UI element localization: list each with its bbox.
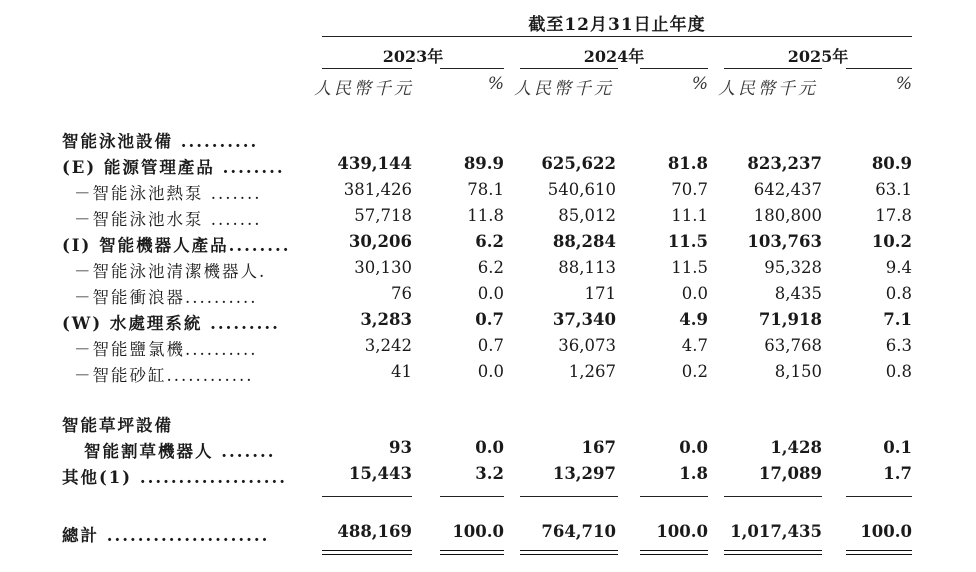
cell-2025-amount: 17,089 bbox=[758, 464, 822, 483]
cell-2023-pct: 100.0 bbox=[452, 522, 504, 541]
cell-2025-amount: 1,017,435 bbox=[730, 522, 822, 541]
cell-2023-amount: 15,443 bbox=[348, 464, 412, 483]
cell-2023-pct: 0.7 bbox=[475, 310, 504, 329]
table-row bbox=[0, 180, 976, 206]
cell-2023-amount: 57,718 bbox=[354, 206, 412, 225]
cell-2024-pct: 0.0 bbox=[679, 438, 708, 457]
total-top-rule bbox=[846, 496, 912, 497]
total-top-rule bbox=[440, 496, 504, 497]
cell-2025-amount: 642,437 bbox=[753, 180, 822, 199]
row-label: －智能衝浪器.......... bbox=[74, 288, 258, 307]
cell-2025-amount: 8,435 bbox=[774, 284, 822, 303]
row-label: (E) 能源管理產品 ........ bbox=[62, 158, 285, 177]
cell-2024-amount: 37,340 bbox=[552, 310, 616, 329]
cell-2023-amount: 30,206 bbox=[348, 232, 412, 251]
year-rule-2023-pct bbox=[440, 68, 504, 69]
cell-2024-pct: 0.2 bbox=[681, 362, 708, 381]
total-double-rule bbox=[520, 550, 618, 555]
cell-2024-amount: 88,284 bbox=[552, 232, 616, 251]
row-label: (I) 智能機器人產品........ bbox=[62, 236, 291, 255]
year-rule-2023 bbox=[322, 68, 412, 69]
table-row bbox=[0, 336, 976, 362]
cell-2025-amount: 103,763 bbox=[747, 232, 822, 251]
year-rule-2024 bbox=[520, 68, 618, 69]
period-header: 截至12月31日止年度 bbox=[528, 15, 706, 35]
pct-label-2023: % bbox=[487, 74, 504, 94]
total-double-rule bbox=[640, 550, 708, 555]
cell-2025-pct: 9.4 bbox=[885, 258, 912, 277]
cell-2025-amount: 823,237 bbox=[747, 154, 822, 173]
year-2023: 2023年 bbox=[382, 47, 444, 66]
cell-2025-pct: 80.9 bbox=[871, 154, 912, 173]
row-label: －智能泳池水泵 ....... bbox=[74, 210, 262, 229]
cell-2024-pct: 11.5 bbox=[671, 258, 708, 277]
cell-2025-pct: 0.8 bbox=[885, 284, 912, 303]
cell-2023-pct: 0.0 bbox=[477, 362, 504, 381]
table-row bbox=[0, 154, 976, 180]
cell-2025-pct: 7.1 bbox=[883, 310, 912, 329]
cell-2024-amount: 764,710 bbox=[541, 522, 616, 541]
cell-2024-amount: 167 bbox=[581, 438, 616, 457]
cell-2024-amount: 36,073 bbox=[558, 336, 616, 355]
cell-2024-amount: 540,610 bbox=[547, 180, 616, 199]
row-label: －智能砂缸............ bbox=[74, 366, 254, 385]
row-label: 智能割草機器人 ....... bbox=[84, 442, 276, 461]
cell-2024-pct: 4.7 bbox=[681, 336, 708, 355]
cell-2023-pct: 3.2 bbox=[475, 464, 504, 483]
cell-2025-pct: 0.1 bbox=[883, 438, 912, 457]
cell-2024-pct: 11.5 bbox=[667, 232, 708, 251]
table-row bbox=[0, 438, 976, 464]
total-double-rule bbox=[846, 550, 912, 555]
cell-2025-pct: 100.0 bbox=[860, 522, 912, 541]
table-row bbox=[0, 206, 976, 232]
table-row bbox=[0, 412, 976, 438]
table-row bbox=[0, 128, 976, 154]
cell-2023-amount: 488,169 bbox=[337, 522, 412, 541]
cell-2024-pct: 70.7 bbox=[671, 180, 708, 199]
cell-2024-amount: 88,113 bbox=[558, 258, 616, 277]
table-row-total bbox=[0, 522, 976, 548]
row-label: －智能泳池清潔機器人. bbox=[74, 262, 267, 281]
cell-2024-pct: 81.8 bbox=[667, 154, 708, 173]
cell-2023-amount: 93 bbox=[389, 438, 412, 457]
cell-2025-pct: 6.3 bbox=[885, 336, 912, 355]
cell-2025-amount: 180,800 bbox=[753, 206, 822, 225]
cell-2025-amount: 8,150 bbox=[774, 362, 822, 381]
unit-label-2025: 人民幣千元 bbox=[718, 79, 818, 99]
cell-2025-amount: 95,328 bbox=[764, 258, 822, 277]
cell-2024-pct: 100.0 bbox=[656, 522, 708, 541]
total-top-rule bbox=[322, 496, 412, 497]
cell-2024-pct: 0.0 bbox=[681, 284, 708, 303]
total-double-rule bbox=[440, 550, 504, 555]
cell-2024-amount: 13,297 bbox=[552, 464, 616, 483]
cell-2023-amount: 381,426 bbox=[343, 180, 412, 199]
cell-2023-pct: 78.1 bbox=[467, 180, 504, 199]
cell-2023-pct: 6.2 bbox=[475, 232, 504, 251]
row-label: 其他(1) ................... bbox=[62, 468, 287, 487]
year-rule-2025 bbox=[724, 68, 822, 69]
cell-2025-amount: 63,768 bbox=[764, 336, 822, 355]
total-top-rule bbox=[724, 496, 822, 497]
cell-2024-pct: 4.9 bbox=[679, 310, 708, 329]
cell-2025-amount: 1,428 bbox=[770, 438, 822, 457]
row-label: 總計 ..................... bbox=[62, 526, 270, 545]
cell-2023-pct: 11.8 bbox=[467, 206, 504, 225]
pct-label-2024: % bbox=[691, 74, 708, 94]
cell-2024-amount: 85,012 bbox=[558, 206, 616, 225]
cell-2023-amount: 439,144 bbox=[337, 154, 412, 173]
total-top-rule bbox=[520, 496, 618, 497]
total-top-rule bbox=[640, 496, 708, 497]
cell-2023-pct: 6.2 bbox=[477, 258, 504, 277]
year-2025: 2025年 bbox=[787, 47, 849, 66]
header-rule bbox=[322, 36, 912, 37]
cell-2023-pct: 0.0 bbox=[475, 438, 504, 457]
row-label: 智能草坪設備 bbox=[62, 416, 173, 435]
cell-2024-amount: 171 bbox=[584, 284, 616, 303]
table-row bbox=[0, 284, 976, 310]
cell-2025-pct: 0.8 bbox=[885, 362, 912, 381]
cell-2024-amount: 1,267 bbox=[568, 362, 616, 381]
cell-2025-pct: 17.8 bbox=[875, 206, 912, 225]
cell-2023-amount: 41 bbox=[391, 362, 412, 381]
cell-2024-pct: 1.8 bbox=[679, 464, 708, 483]
table-row bbox=[0, 362, 976, 388]
cell-2023-pct: 89.9 bbox=[463, 154, 504, 173]
row-label: －智能泳池熱泵 ....... bbox=[74, 184, 262, 203]
cell-2025-pct: 10.2 bbox=[871, 232, 912, 251]
row-label: －智能鹽氯機.......... bbox=[74, 340, 258, 359]
year-rule-2024-pct bbox=[640, 68, 708, 69]
cell-2024-amount: 625,622 bbox=[541, 154, 616, 173]
table-row bbox=[0, 232, 976, 258]
year-2024: 2024年 bbox=[583, 47, 645, 66]
cell-2023-amount: 76 bbox=[391, 284, 412, 303]
cell-2023-amount: 3,283 bbox=[360, 310, 412, 329]
cell-2023-amount: 3,242 bbox=[364, 336, 412, 355]
table-row bbox=[0, 310, 976, 336]
unit-label-2023: 人民幣千元 bbox=[314, 79, 414, 99]
cell-2023-amount: 30,130 bbox=[354, 258, 412, 277]
row-label: (W) 水處理系統 ......... bbox=[62, 314, 280, 333]
table-row bbox=[0, 464, 976, 490]
table-row bbox=[0, 258, 976, 284]
total-double-rule bbox=[724, 550, 822, 555]
cell-2025-pct: 1.7 bbox=[883, 464, 912, 483]
cell-2024-pct: 11.1 bbox=[671, 206, 708, 225]
cell-2023-pct: 0.7 bbox=[477, 336, 504, 355]
row-label: 智能泳池設備 .......... bbox=[62, 132, 259, 151]
pct-label-2025: % bbox=[895, 74, 912, 94]
cell-2023-pct: 0.0 bbox=[477, 284, 504, 303]
unit-label-2024: 人民幣千元 bbox=[514, 79, 614, 99]
cell-2025-amount: 71,918 bbox=[758, 310, 822, 329]
cell-2025-pct: 63.1 bbox=[875, 180, 912, 199]
total-double-rule bbox=[322, 550, 412, 555]
year-rule-2025-pct bbox=[846, 68, 912, 69]
